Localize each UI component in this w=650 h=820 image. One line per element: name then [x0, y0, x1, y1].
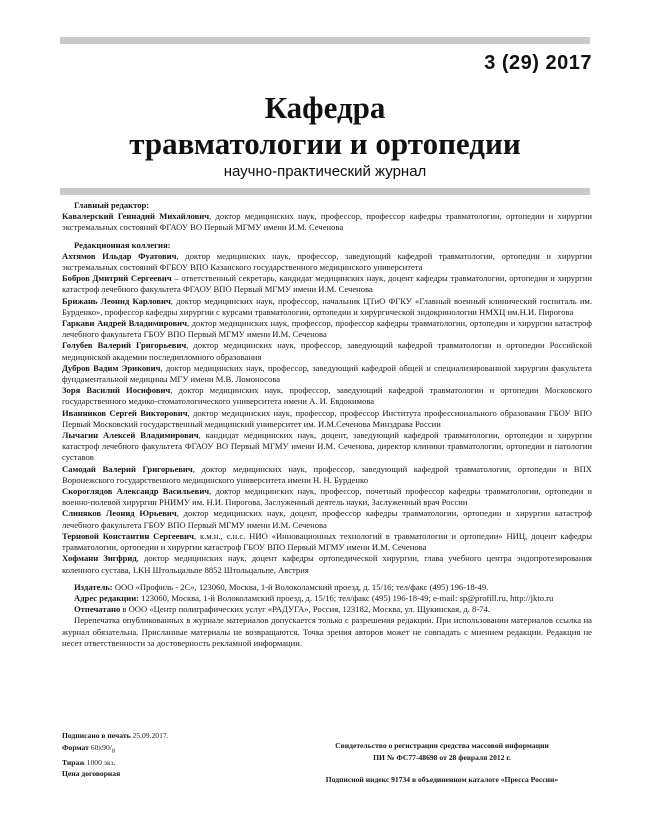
board-member [62, 408, 592, 430]
price-line [62, 768, 262, 780]
subscription-index: Подписной индекс 91734 в объединенном каталоге «Пресса России» [325, 775, 559, 784]
journal-title-line1: Кафедра [264, 90, 386, 125]
board-member-desc: , доктор медицинских наук, профессор, начальник ЦТиО ФГКУ «Главный военный клинический госпиталь им. Бурденко», профессор кафедры хирургии с курсами травматологии, ортопедии и хирургической эндокринологии НМХЦ им.Н.И. Пирогова [62, 295, 593, 317]
printed-at-label: Отпечатано [74, 604, 121, 615]
run-line [62, 757, 262, 769]
board-member-name: Дубров Вадим Эрикович [62, 362, 161, 373]
publisher-label: Издатель: [74, 581, 113, 592]
publisher-text: ООО «Профиль - 2С», 123060, Москва, 1-й Волоколамский проезд, д. 15/16; тел/факс (495) 196-18-49. [112, 581, 489, 592]
format-line [62, 742, 262, 757]
issue-number: 3 (29) 2017 [484, 52, 592, 74]
printed-at-text: в ООО «Центр полиграфических услуг «РАДУГА», Россия, 123182, Москва, ул. Щукинская, д. 8-74. [120, 604, 490, 615]
board-member-name: Гаркави Андрей Владимирович [62, 318, 187, 329]
editorial-content [62, 200, 592, 649]
board-member [62, 385, 592, 407]
board-member-desc: , кандидат медицинских наук, доцент, заведующий кафедрой травматологии, ортопедии и хирургии катастроф лечебного факультета ФГАОУ ВО Первый МГМУ имени И.М. Сеченова, директор клиники травматологии, ортопедии и патологии суставов [62, 430, 592, 463]
board-member-desc: , к.м.н., с.н.с. НИО «Инновационных технологий в травматологии и ортопедии» НИЦ, доцент кафедры травматологии, ортопедии и хирургии катастроф ГБОУ ВПО Первый МГМУ имени И.М. Сеченова [62, 530, 592, 553]
board-member-desc: , доктор медицинских наук, профессор, заведующий кафедрой травматологии, ортопедии и ВПХ Воронежского государственного медицинского университета имени Н. Н. Бурденко [62, 463, 592, 485]
signed-value: 25.09.2017. [130, 731, 169, 740]
board-member [62, 251, 592, 273]
board-member [62, 296, 592, 318]
board-member [62, 531, 592, 553]
run-label: Тираж [62, 757, 85, 767]
chief-editor-desc: , доктор медицинских наук, профессор, профессор кафедры травматологии, ортопедии и хирургии экстремальных состояний ФГАОУ ВО Первый МГМУ имени И.М. Сеченова [62, 211, 592, 233]
header-rule [60, 188, 590, 195]
registration-info [292, 730, 592, 786]
editorial-address-text: 123060, Москва, 1-й Волоколамский проезд, д. 15/16; тел/факс (495) 196-18-49; e-mail: sp@profill.ru, http://jkto.ru [139, 592, 554, 603]
editorial-address-label: Адрес редакции: [74, 592, 140, 603]
board-member-name: Лычагин Алексей Владимирович [62, 430, 199, 441]
board-member-desc: , доктор медицинских наук, профессор, заведующий кафедрой травматологии, ортопедии и хирургии экстремальных состояний ФГБОУ ВПО Казанского государственного медицинского университета [62, 250, 592, 273]
chief-editor-name: Кавалерский Геннадий Михайлович [62, 211, 210, 222]
board-heading: Редакционная коллегия: [74, 239, 171, 250]
board-member-desc: , доктор медицинских наук, профессор, заведующий кафедрой травматологии и ортопедии Московского государственного медико-стоматологического университета имени А. И. Евдокимова [62, 385, 592, 407]
board-member-name: Слиняков Леонид Юрьевич [62, 508, 177, 519]
board-member-desc: , доктор медицинских наук, профессор, почетный профессор кафедры травматологии, ортопедии и военно-полевой хирургии РНИМУ им. Н.И. Пирогова, Заслуженный деятель науки, Заслуженный врач России [62, 486, 592, 508]
board-member-desc: , доктор медицинских наук, профессор, заведующий кафедрой общей и специализированной хирургии факультета фундаментальной медицины МГУ имени М.В. Ломоносова [62, 362, 592, 385]
board-member-desc: – ответственный секретарь, кандидат медицинских наук, доцент кафедры травматологии, ортопедии и хирургии катастроф лечебного факультета ФГАОУ ВПО Первый МГМУ имени И.М. Сеченова [62, 273, 592, 295]
print-info [62, 730, 262, 780]
board-member [62, 318, 592, 340]
board-member-name: Зоря Василий Иосифович [62, 385, 171, 396]
board-member-name: Ахтямов Ильдар Фуатович [62, 250, 177, 261]
board-member-desc: , доктор медицинских наук, доцент, профессор кафедры травматологии, ортопедии и хирургии катастроф лечебного факультета ГБОУ ВПО Первый МГМУ имени И.М. Сеченова [62, 508, 592, 530]
chief-editor-entry [62, 211, 592, 233]
format-sub: 8 [111, 747, 116, 755]
board-member [62, 430, 592, 464]
registration-line2: ПИ № ФС77-48698 от 28 февраля 2012 г. [373, 752, 511, 762]
format-label: Формат [62, 742, 89, 752]
chief-editor-heading: Главный редактор: [74, 200, 150, 210]
journal-title-line2: травматологии и ортопедии [129, 126, 521, 161]
board-member-desc: , доктор медицинских наук, доцент кафедры ортопедической хирургии, глава учебного центра эндопротезирования коленного сустава, LKH Штольцальпе 8852 Штольцальпе, Австрия [62, 553, 592, 575]
board-member-desc: , доктор медицинских наук, профессор, заведующий кафедрой травматологии и ортопедии Российской медицинской академии последипломного образования [62, 340, 592, 362]
board-member-name: Бобров Дмитрий Сергеевич [62, 273, 172, 284]
signed-line [62, 730, 262, 742]
board-member-name: Голубев Валерий Григорьевич [62, 340, 187, 351]
journal-title [0, 90, 650, 162]
price: Цена договорная [62, 769, 121, 779]
board-member-name: Терновой Константин Сергеевич [62, 530, 194, 541]
printed-at-line [62, 604, 592, 615]
board-list [62, 251, 592, 576]
format-value: 60х90/ [88, 742, 112, 752]
board-member [62, 363, 592, 385]
registration-line1: Свидетельство о регистрации средства массовой информации [335, 741, 549, 750]
board-member [62, 486, 592, 508]
publisher-line [62, 582, 592, 593]
journal-subtitle: научно-практический журнал [223, 163, 427, 180]
board-member [62, 273, 592, 295]
disclaimer: Перепечатка опубликованных в журнале материалов допускается только с разрешения редакции. При использовании материалов ссылка на журнал обязательна. Присланные материалы не возвращаются. Точка зрения авторов может не совпадать с мнением редакции. Редакция не несет ответственности за достоверность рекламной информации. [62, 615, 592, 648]
board-member-name: Иванников Сергей Викторович [62, 407, 188, 418]
board-member-desc: , доктор медицинских наук, профессор, профессор Института профессионального образования ГБОУ ВПО Первый Московский государственный медицинский университет им. И.М.Сеченова Минздрава России [62, 407, 592, 429]
board-member [62, 553, 592, 575]
board-member [62, 340, 592, 362]
board-member-name: Самодай Валерий Григорьевич [62, 463, 193, 474]
board-member [62, 508, 592, 530]
board-member [62, 464, 592, 486]
board-member-desc: , доктор медицинских наук, профессор, профессор кафедры травматологии, ортопедии и хирургии катастроф лечебного факультета ГБОУ ВПО Первый МГМУ имени И.М. Сеченова [62, 318, 592, 340]
editorial-address-line [62, 593, 592, 604]
board-member-name: Скороглядов Александр Васильевич [62, 486, 210, 497]
board-member-name: Брижань Леонид Карлович [62, 295, 171, 306]
board-member-name: Хофманн Зигфрид [62, 553, 137, 564]
run-value: 1000 экз. [84, 757, 116, 767]
top-rule [60, 37, 590, 44]
signed-label: Подписано в печать [62, 731, 131, 740]
